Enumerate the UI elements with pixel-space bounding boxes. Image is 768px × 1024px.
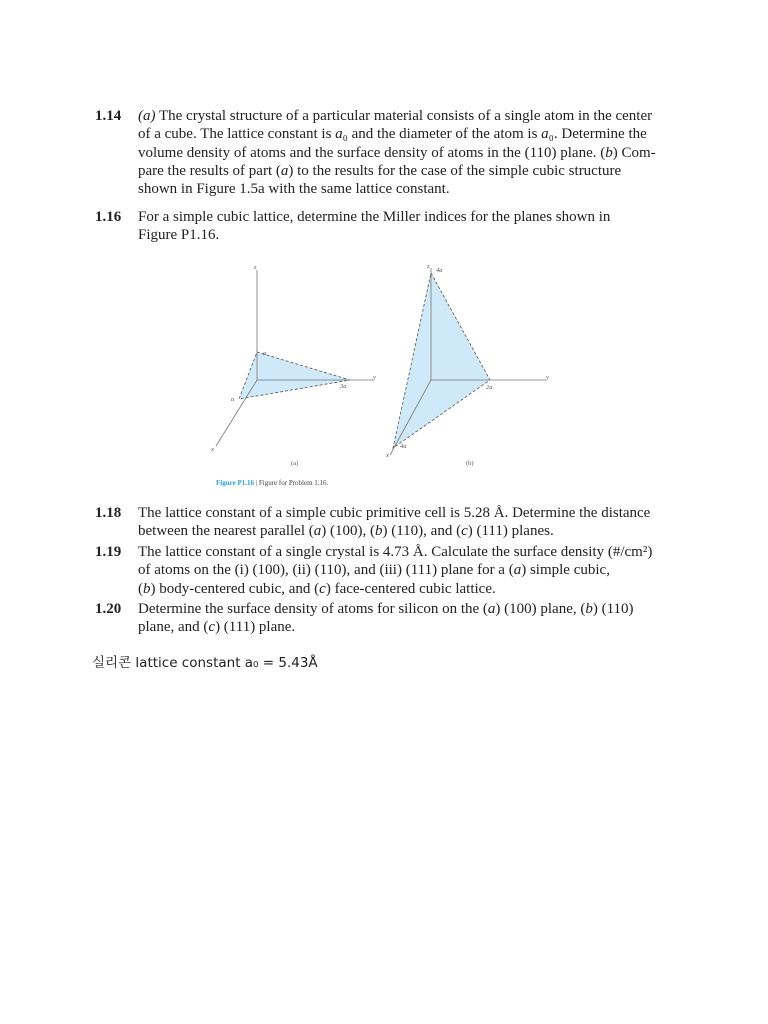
problem-line: shown in Figure 1.5a with the same lattice constant. [138, 181, 450, 198]
axis-z-label: z [254, 264, 257, 271]
problem-line: (a) The crystal structure of a particular material consists of a single atom in the center [138, 108, 653, 124]
problem-line: of atoms on the (i) (100), (ii) (110), and (iii) (111) plane for a (a) simple cubic, [138, 562, 610, 579]
problem-line: Determine the surface density of atoms for silicon on the (a) (100) plane, (b) (110) [138, 601, 634, 617]
problem-line: between the nearest parallel (a) (100), (b) (110), and (c) (111) planes. [138, 523, 554, 540]
axis-y-label: y [546, 374, 549, 381]
figure-caption-label: Figure P1.16 [216, 479, 254, 487]
z-intercept-label: a [263, 350, 267, 357]
problem-text [138, 600, 675, 637]
plane-b [393, 273, 490, 448]
problem-text [138, 504, 675, 541]
problem-text [138, 107, 675, 198]
problem-1-14 [95, 107, 675, 198]
panel-b-label: (b) [466, 460, 474, 467]
axis-x-label: x [211, 446, 214, 453]
problem-1-16 [95, 208, 675, 245]
problem-1-19 [95, 543, 675, 598]
plane-a [239, 352, 350, 399]
axis-z-label: z [427, 263, 430, 270]
problem-number: 1.14 [95, 108, 122, 124]
x-intercept-label: 4a [400, 443, 407, 450]
silicon-lattice-note: 실리콘 lattice constant a₀ = 5.43Å [92, 655, 318, 671]
problem-text [138, 208, 675, 245]
figure-p1-16 [200, 256, 566, 492]
problem-line: The lattice constant of a simple cubic primitive cell is 5.28 Å. Determine the distance [138, 505, 651, 521]
y-intercept-label: 3a [340, 383, 347, 390]
axis-y-label: y [373, 374, 376, 381]
problem-line: of a cube. The lattice constant is a₀ and the diameter of the atom is a₀. Determine the [138, 126, 647, 143]
problem-text [138, 543, 675, 598]
problem-number: 1.16 [95, 209, 122, 225]
problem-number: 1.19 [95, 544, 122, 560]
problem-line: The lattice constant of a single crystal is 4.73 Å. Calculate the surface density (#/cm²) [138, 544, 653, 560]
problem-number: 1.18 [95, 505, 122, 521]
x-intercept-label: a [231, 396, 235, 403]
figure-caption [216, 479, 329, 487]
problem-line: Figure P1.16. [138, 227, 220, 244]
problem-line: For a simple cubic lattice, determine the Miller indices for the planes shown in [138, 209, 611, 225]
problem-line: plane, and (c) (111) plane. [138, 619, 296, 636]
y-intercept-label: 2a [486, 384, 493, 391]
problem-line: (b) body-centered cubic, and (c) face-centered cubic lattice. [138, 580, 496, 597]
axis-x-label: x [386, 452, 389, 459]
problem-line: pare the results of part (a) to the results for the case of the simple cubic structure [138, 162, 622, 179]
problem-number: 1.20 [95, 601, 122, 617]
z-intercept-label: 4a [436, 267, 443, 274]
panel-a [210, 264, 376, 467]
figure-caption-text: | Figure for Problem 1.16. [255, 479, 329, 487]
problem-1-18 [95, 504, 675, 541]
problem-line: volume density of atoms and the surface density of atoms in the (110) plane. (b) Com- [138, 144, 656, 161]
problem-1-20 [95, 600, 675, 637]
panel-b [385, 263, 549, 467]
panel-a-label: (a) [291, 460, 299, 467]
